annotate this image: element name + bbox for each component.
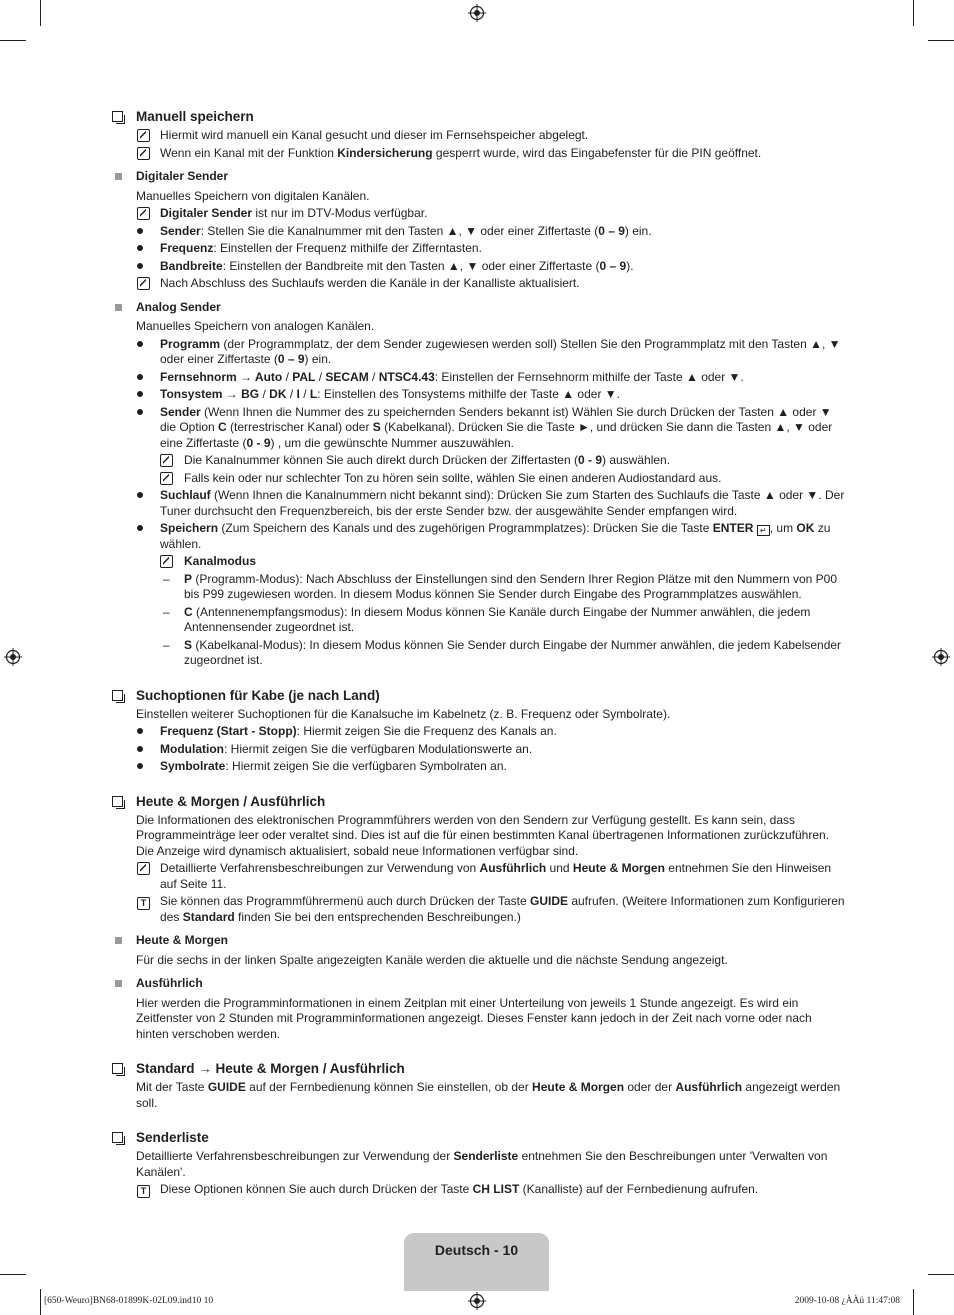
crop-mark: [928, 1274, 954, 1275]
bullet-icon: [137, 341, 143, 347]
dash-item: – P (Programm-Modus): Nach Abschluss der Einstellungen sind den Sendern Ihrer Region Plätze mit den Nummern von P00 bis P99 zugewiesen worden. In diesem Modus können Sie Sender durch Eingabe des Programmplatzes auswählen.: [163, 571, 837, 601]
note-item: Digitaler Sender ist nur im DTV-Modus verfügbar.: [110, 206, 845, 222]
section-title-text: Manuell speichern: [136, 109, 254, 124]
note-item: Detaillierte Verfahrensbeschreibungen zur Verwendung von Ausführlich und Heute & Morgen entnehmen Sie den Hinweisen auf Seite 11.: [110, 861, 845, 892]
bullet-icon: [137, 245, 143, 251]
bullet-icon: [137, 746, 143, 752]
subsection-title: Ausführlich: [110, 976, 845, 992]
print-slug-left: [650-Weuro]BN68-01899K-02L09.ind10 10: [44, 1296, 214, 1306]
section-title: Senderliste: [110, 1129, 845, 1146]
note-item: Die Kanalnummer können Sie auch direkt durch Drücken der Ziffertasten (0 - 9) auswählen.: [110, 453, 845, 469]
section-standard: [110, 1060, 845, 1111]
bullet-item: Programm (der Programmplatz, der dem Sender zugewiesen werden soll) Stellen Sie den Programmplatz mit den Tasten ▲, ▼ oder einer Ziffertaste (0 – 9) ein.: [110, 337, 845, 368]
note-icon: [137, 207, 150, 220]
subsection-title: Digitaler Sender: [110, 169, 845, 185]
paragraph: Detaillierte Verfahrensbeschreibungen zur Verwendung der Senderliste entnehmen Sie den Beschreibungen unter 'Verwalten von Kanälen'.: [136, 1149, 828, 1179]
dash-item: – S (Kabelkanal-Modus): In diesem Modus können Sie Sender durch Eingabe der Nummer anwählen, die jedem Kabelsender zugeordnet ist.: [163, 637, 842, 667]
crop-mark: [40, 1289, 41, 1315]
bullet-icon: [137, 374, 143, 380]
note-item: Wenn ein Kanal mit der Funktion Kindersicherung gesperrt wurde, wird das Eingabefenster für die PIN geöffnet.: [110, 146, 845, 162]
note-icon: [160, 472, 173, 485]
bullet-item: Modulation: Hiermit zeigen Sie die verfügbaren Modulationswerte an.: [110, 742, 845, 758]
page-number-label: Deutsch - 10: [434, 1242, 519, 1258]
bullet-item: Speichern (Zum Speichern des Kanals und des zugehörigen Programmplatzes): Drücken Sie die Taste ENTER ↵ , um OK zu wählen.: [110, 521, 845, 552]
bullet-icon: [137, 391, 143, 397]
section-title: Standard → Heute & Morgen / Ausführlich: [110, 1060, 845, 1077]
note-icon: [137, 129, 150, 142]
section-senderliste: [110, 1129, 845, 1198]
registration-mark-icon: [468, 1292, 486, 1310]
bullet-item: Sender: Stellen Sie die Kanalnummer mit den Tasten ▲, ▼ oder einer Ziffertaste (0 – 9) ein.: [110, 224, 845, 240]
section-suchoptionen: [110, 687, 845, 775]
bullet-item: Fernsehnorm → Auto / PAL / SECAM / NTSC4.43: Einstellen der Fernsehnorm mithilfe der Taste ▲ oder ▼.: [110, 370, 845, 386]
bullet-icon: [137, 263, 143, 269]
bullet-icon: [137, 409, 143, 415]
section-manuell-speichern: [110, 108, 845, 669]
paragraph: Die Informationen des elektronischen Programmführers werden von den Sendern zur Verfügung gestellt. Es kann sein, dass Programmeinträge leer oder veraltet sind. Dies ist auf die für einen bestimmten Kanal übertragenen Informationen zurückzuführen. Die Anzeige wird dynamisch aktualisiert, sobald neue Informationen verfügbar sind.: [136, 812, 830, 858]
bullet-item: Sender (Wenn Ihnen die Nummer des zu speichernden Senders bekannt ist) Wählen Sie durch Drücken der Tasten ▲ oder ▼ die Option C (terrestrischer Kanal) oder S (Kabelkanal). Drücken Sie die Taste ►, und drücken Sie dann die Tasten ▲, ▼ oder eine Ziffertaste (0 - 9) , um die gewünschte Nummer auszuwählen.: [110, 405, 845, 452]
checkbox-square-icon: [112, 690, 123, 701]
bullet-item: Tonsystem → BG / DK / I / L: Einstellen des Tonsystems mithilfe der Taste ▲ oder ▼.: [110, 387, 845, 403]
tip-icon: T: [137, 1185, 150, 1198]
note-icon: [137, 147, 150, 160]
paragraph: Hier werden die Programminformationen in einem Zeitplan mit einer Unterteilung von jeweils 1 Stunde angezeigt. Es wird ein Zeitfenster von 2 Stunden mit Programminformationen angezeigt. Dieses Fenster kann jedoch in der Zeit nach vorne oder nach hinten verschoben werden.: [136, 995, 812, 1041]
gray-square-icon: [115, 980, 122, 987]
section-title: Suchoptionen für Kabe (je nach Land): [110, 687, 845, 704]
checkbox-square-icon: [112, 111, 123, 122]
crop-mark: [40, 0, 41, 26]
note-icon: [160, 555, 173, 568]
crop-mark: [913, 1289, 914, 1315]
bullet-icon: [137, 228, 143, 234]
bullet-icon: [137, 763, 143, 769]
print-slug-right: 2009-10-08 ¿ÀÀü 11:47:08: [794, 1296, 900, 1306]
registration-mark-icon: [468, 4, 486, 22]
bullet-item: Suchlauf (Wenn Ihnen die Kanalnummern nicht bekannt sind): Drücken Sie zum Starten des Suchlaufs die Taste ▲ oder ▼. Der Tuner durchsucht den Frequenzbereich, bis der erste Sender bzw. der ausgewählte Sender empfangen wird.: [110, 488, 845, 519]
paragraph: Manuelles Speichern von digitalen Kanälen.: [136, 188, 370, 203]
note-icon: [137, 277, 150, 290]
paragraph: Mit der Taste GUIDE auf der Fernbedienung können Sie einstellen, ob der Heute & Morgen oder der Ausführlich angezeigt werden soll.: [136, 1080, 841, 1110]
gray-square-icon: [115, 937, 122, 944]
crop-mark: [928, 40, 954, 41]
checkbox-square-icon: [112, 796, 123, 807]
tip-item: T Diese Optionen können Sie auch durch Drücken der Taste CH LIST (Kanalliste) auf der Fernbedienung aufrufen.: [110, 1182, 845, 1198]
bullet-item: Symbolrate: Hiermit zeigen Sie die verfügbaren Symbolraten an.: [110, 759, 845, 775]
registration-mark-icon: [4, 648, 22, 666]
checkbox-square-icon: [112, 1132, 123, 1143]
bullet-item: Frequenz (Start - Stopp): Hiermit zeigen Sie die Frequenz des Kanals an.: [110, 724, 845, 740]
tip-item: T Sie können das Programmführermenü auch durch Drücken der Taste GUIDE aufrufen. (Weitere Informationen zum Konfigurieren des Standard finden Sie bei den entsprechenden Beschreibungen.): [110, 894, 845, 925]
note-item: Kanalmodus: [110, 554, 845, 570]
dash-item: – C (Antennenempfangsmodus): In diesem Modus können Sie Kanäle durch Eingabe der Nummer anwählen, die jedem Antennensender zugeordnet ist.: [163, 604, 811, 634]
note-icon: [160, 454, 173, 467]
bullet-icon: [137, 492, 143, 498]
gray-square-icon: [115, 173, 122, 180]
bullet-icon: [137, 525, 143, 531]
note-icon: [137, 862, 150, 875]
enter-key-icon: ↵: [757, 525, 770, 536]
bullet-item: Frequenz: Einstellen der Frequenz mithilfe der Zifferntasten.: [110, 241, 845, 257]
registration-mark-icon: [932, 648, 950, 666]
paragraph: Einstellen weiterer Suchoptionen für die Kanalsuche im Kabelnetz (z. B. Frequenz oder Symbolrate).: [136, 706, 671, 721]
section-title: [110, 108, 845, 125]
note-item: Hiermit wird manuell ein Kanal gesucht und dieser im Fernsehspeicher abgelegt.: [110, 128, 845, 144]
paragraph: Für die sechs in der linken Spalte angezeigten Kanäle werden die aktuelle und die nächste Sendung angezeigt.: [136, 952, 728, 967]
note-item: Nach Abschluss des Suchlaufs werden die Kanäle in der Kanalliste aktualisiert.: [110, 276, 845, 292]
checkbox-square-icon: [112, 1063, 123, 1074]
section-title: Heute & Morgen / Ausführlich: [110, 793, 845, 810]
crop-mark: [913, 0, 914, 26]
subsection-title: Analog Sender: [110, 300, 845, 316]
page-content: [110, 108, 845, 1200]
tip-icon: T: [137, 897, 150, 910]
crop-mark: [0, 1274, 26, 1275]
crop-mark: [0, 40, 26, 41]
subsection-title: Heute & Morgen: [110, 933, 845, 949]
bullet-icon: [137, 728, 143, 734]
note-item: Falls kein oder nur schlechter Ton zu hören sein sollte, wählen Sie einen anderen Audiostandard aus.: [110, 471, 845, 487]
bullet-item: Bandbreite: Einstellen der Bandbreite mit den Tasten ▲, ▼ oder einer Ziffertaste (0 – 9).: [110, 259, 845, 275]
section-heute-morgen: [110, 793, 845, 1043]
paragraph: Manuelles Speichern von analogen Kanälen.: [136, 319, 375, 333]
gray-square-icon: [115, 304, 122, 311]
